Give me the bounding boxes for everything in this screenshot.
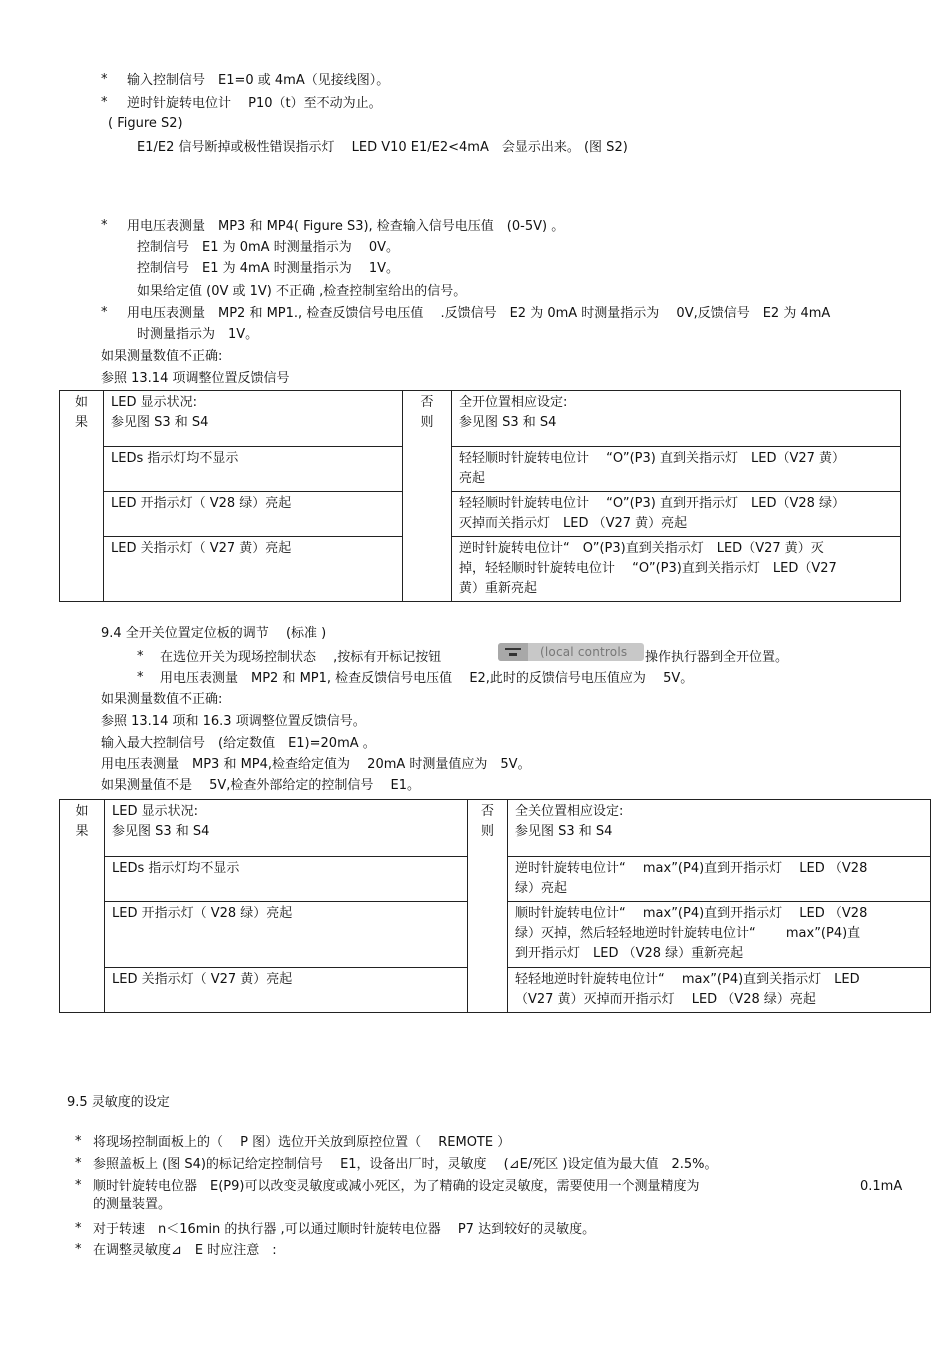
max-control-signal-line: 输入最大控制信号 (给定数值 E1)=20mA 。 — [101, 736, 376, 751]
reference-13-14-line: 参照 13.14 项调整位置反馈信号 — [101, 371, 290, 386]
if-wrong-line: 如果测量数值不正确: — [101, 349, 223, 364]
measure-e2-line: 用电压表测量 MP2 和 MP1, 检查反馈信号电压值 E2,此时的反馈信号电压值应为 5V。 — [160, 671, 694, 686]
else-label: 否 则 — [403, 391, 452, 602]
if-wrong-line-2: 如果测量数值不正确: — [101, 692, 223, 707]
measure-precision-value: 0.1mA — [860, 1179, 903, 1194]
bullet-marker: * — [75, 1178, 82, 1193]
table-row-open-led-action: 顺时针旋转电位计“ max”(P4)直到开指示灯 LED （V28 绿）灭掉，然后轻轻地逆时针旋转电位计“ max”(P4)直 到开指示灯 LED （V28 绿）重新亮起 — [508, 902, 931, 968]
check-e1-line: 如果测量值不是 5V,检查外部给定的控制信号 E1。 — [101, 778, 421, 793]
signal-4ma-line: 控制信号 E1 为 4mA 时测量指示为 1V。 — [137, 261, 400, 276]
led-v10-note: E1/E2 信号断掉或极性错误指示灯 LED V10 E1/E2<4mA 会显示出来。 (图 S2) — [137, 140, 628, 155]
table-row-no-leds: LEDs 指示灯均不显示 — [105, 857, 468, 902]
bullet-marker: * — [101, 95, 108, 110]
signal-0ma-line: 控制信号 E1 为 0mA 时测量指示为 0V。 — [137, 240, 400, 255]
bullet-marker: * — [137, 670, 144, 685]
table-row-no-leds-action: 逆时针旋转电位计“ max”(P4)直到开指示灯 LED （V28 绿）亮起 — [508, 857, 931, 902]
if-label: 如 果 — [60, 800, 105, 1013]
rotate-p10-line: 逆时针旋转电位计 P10（t）至不动为止。 — [127, 96, 382, 111]
close-position-table — [59, 799, 931, 1013]
if-label: 如 果 — [60, 391, 104, 602]
local-control-line-end: 操作执行器到全开位置。 — [645, 650, 789, 665]
else-label: 否 则 — [468, 800, 508, 1013]
bullet-marker: * — [75, 1221, 82, 1236]
bullet-marker: * — [75, 1134, 82, 1149]
rotate-p9-line: 顺时针旋转电位器 E(P9)可以改变灵敏度或减小死区，为了精确的设定灵敏度，需要使用一个测量精度为 — [93, 1179, 700, 1194]
local-controls-button-image: (local controls — [498, 643, 644, 661]
section-9-4-title: 9.4 全开关位置定位板的调节 (标准 ) — [101, 626, 327, 641]
sensitivity-default-line: 参照盖板上 (图 S4)的标记给定控制信号 E1，设备出厂时，灵敏度 (⊿E/死区 )设定值为最大值 2.5%。 — [93, 1157, 718, 1172]
bullet-marker: * — [75, 1242, 82, 1257]
bullet-marker: * — [75, 1156, 82, 1171]
table-row-no-leds-action: 轻轻顺时针旋转电位计 “O”(P3) 直到关指示灯 LED（V27 黄） 亮起 — [452, 447, 901, 492]
open-position-table — [59, 390, 901, 602]
local-control-line: 在选位开关为现场控制状态 ,按标有开标记按钮 — [160, 650, 442, 665]
table-row-close-led-action: 轻轻地逆时针旋转电位计“ max”(P4)直到关指示灯 LED （V27 黄）灭掉而开指示灯 LED （V28 绿）亮起 — [508, 968, 931, 1013]
table-row-close-led: LED 关指示灯（ V27 黄）亮起 — [105, 968, 468, 1013]
led-status-header: LED 显示状况: 参见图 S3 和 S4 — [104, 391, 403, 447]
close-setting-header: 全关位置相应设定: 参见图 S3 和 S4 — [508, 800, 931, 857]
bullet-marker: * — [101, 72, 108, 87]
table-row-open-led: LED 开指示灯（ V28 绿）亮起 — [104, 492, 403, 537]
setpoint-check-line: 如果给定值 (0V 或 1V) 不正确 ,检查控制室给出的信号。 — [137, 284, 467, 299]
table-row-close-led: LED 关指示灯（ V27 黄）亮起 — [104, 537, 403, 602]
figure-s2-ref: ( Figure S2) — [108, 116, 183, 131]
rotate-p9-line-cont: 的测量装置。 — [93, 1197, 172, 1212]
bullet-marker: * — [101, 305, 108, 320]
open-setting-header: 全开位置相应设定: 参见图 S3 和 S4 — [452, 391, 901, 447]
measure-20ma-line: 用电压表测量 MP3 和 MP4,检查给定值为 20mA 时测量值应为 5V。 — [101, 757, 531, 772]
reference-13-14-16-3-line: 参照 13.14 项和 16.3 项调整位置反馈信号。 — [101, 714, 366, 729]
table-row-open-led: LED 开指示灯（ V28 绿）亮起 — [105, 902, 468, 968]
led-status-header: LED 显示状况: 参见图 S3 和 S4 — [105, 800, 468, 857]
section-9-5-title: 9.5 灵敏度的设定 — [67, 1095, 170, 1110]
speed-p7-line: 对于转速 n＜16min 的执行器 ,可以通过顺时针旋转电位器 P7 达到较好的灵敏度。 — [93, 1222, 596, 1237]
sensitivity-note-line: 在调整灵敏度⊿ E 时应注意 : — [93, 1243, 277, 1258]
table-row-no-leds: LEDs 指示灯均不显示 — [104, 447, 403, 492]
remote-position-line: 将现场控制面板上的（ P 图）选位开关放到原控位置（ REMOTE ） — [93, 1135, 511, 1150]
bullet-marker: * — [101, 218, 108, 233]
table-row-close-led-action: 逆时针旋转电位计“ O”(P3)直到关指示灯 LED（V27 黄）灭 掉，轻轻顺时针旋转电位计 “O”(P3)直到关指示灯 LED（V27 黄）重新亮起 — [452, 537, 901, 602]
measure-mp2-mp1-line: 用电压表测量 MP2 和 MP1., 检查反馈信号电压值 .反馈信号 E2 为 0mA 时测量指示为 0V,反馈信号 E2 为 4mA — [127, 306, 831, 321]
measure-mp2-mp1-line-cont: 时测量指示为 1V。 — [137, 327, 259, 342]
bullet-marker: * — [137, 649, 144, 664]
table-row-open-led-action: 轻轻顺时针旋转电位计 “O”(P3) 直到开指示灯 LED（V28 绿） 灭掉而关指示灯 LED （V27 黄）亮起 — [452, 492, 901, 537]
input-control-signal-line: 输入控制信号 E1=0 或 4mA（见接线图）。 — [127, 73, 390, 88]
measure-mp3-mp4-line: 用电压表测量 MP3 和 MP4( Figure S3), 检查输入信号电压值 (0-5V) 。 — [127, 219, 565, 234]
open-marker-icon — [498, 643, 528, 661]
